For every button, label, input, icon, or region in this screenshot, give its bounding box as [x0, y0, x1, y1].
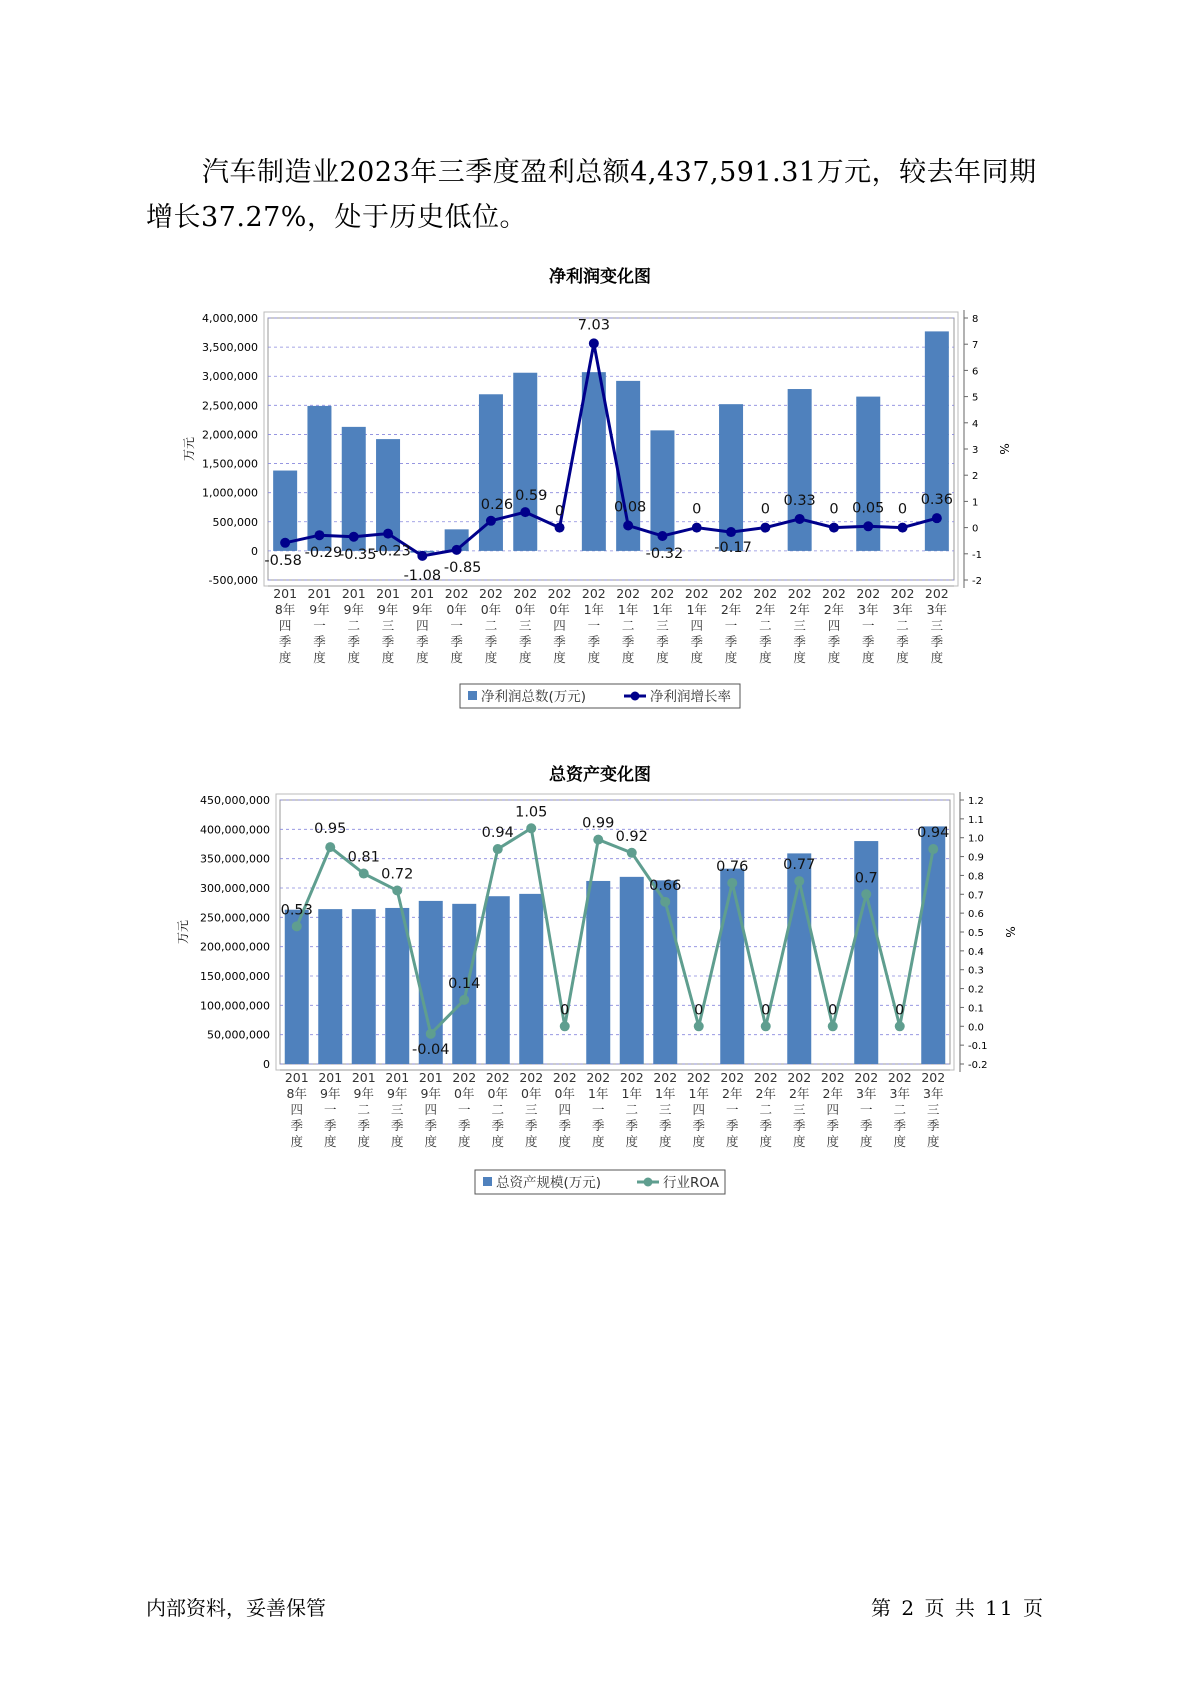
total-assets-x-tick-label: 202 3年三季度 — [921, 1070, 946, 1149]
total-assets-y-tick-label: 450,000,000 — [200, 794, 270, 807]
total-assets-line-point — [727, 878, 737, 888]
net-profit-line-point — [349, 532, 359, 542]
net-profit-y2-tick-label: 0 — [972, 523, 979, 535]
total-assets-y-tick-label: 50,000,000 — [207, 1028, 270, 1042]
net-profit-y2-tick-label: -1 — [972, 549, 982, 561]
total-assets-line-point — [928, 844, 938, 854]
total-assets-legend-bar-swatch — [483, 1177, 492, 1186]
total-assets-bar — [419, 901, 443, 1064]
total-assets-data-label: 0.77 — [783, 857, 816, 874]
net-profit-data-label: -1.08 — [403, 567, 442, 584]
net-profit-x-tick-label: 202 1年三季度 — [650, 586, 675, 665]
total-assets-data-label: 0.94 — [481, 825, 514, 842]
total-assets-y2-tick-label: 0.1 — [968, 1003, 984, 1015]
net-profit-y-tick-label: 1,000,000 — [202, 486, 258, 500]
total-assets-y2-tick-label: -0.2 — [968, 1060, 988, 1071]
total-assets-chart-title: 总资产变化图 — [549, 765, 651, 785]
total-assets-y-tick-label: 100,000,000 — [200, 999, 270, 1013]
net-profit-y-tick-label: 3,000,000 — [202, 370, 258, 384]
net-profit-legend — [460, 684, 740, 708]
total-assets-legend — [475, 1170, 725, 1194]
net-profit-x-tick-label: 202 3年一季度 — [856, 586, 881, 665]
total-assets-y2-tick-label: 0.7 — [968, 890, 984, 902]
total-assets-y2-tick-label: 1.1 — [968, 814, 984, 826]
net-profit-data-label: -0.85 — [443, 559, 482, 576]
net-profit-data-label: 7.03 — [577, 317, 610, 334]
total-assets-x-tick-label: 202 2年二季度 — [753, 1070, 778, 1149]
total-assets-x-tick-label: 202 2年四季度 — [820, 1070, 845, 1149]
net-profit-line-point — [555, 523, 565, 533]
net-profit-data-label: -0.23 — [373, 543, 411, 560]
net-profit-bar — [513, 373, 537, 551]
total-assets-y-tick-label: 300,000,000 — [200, 882, 270, 895]
total-assets-line-point — [493, 844, 503, 854]
total-assets-data-label: 1.05 — [515, 804, 548, 821]
total-assets-bar — [720, 869, 744, 1064]
net-profit-line-point — [589, 338, 599, 348]
total-assets-y2-tick-label: 0.6 — [968, 909, 984, 921]
total-assets-x-tick-label: 201 9年三季度 — [385, 1070, 410, 1149]
total-assets-bar — [285, 910, 309, 1064]
total-assets-bar — [620, 877, 644, 1064]
total-assets-y2-axis-label: % — [1003, 926, 1017, 938]
net-profit-data-label: 0 — [760, 501, 770, 518]
total-assets-y2-tick-label: 0.4 — [968, 946, 984, 958]
net-profit-x-tick-label: 202 0年一季度 — [444, 586, 469, 665]
net-profit-y-tick-label: 3,500,000 — [202, 341, 258, 355]
total-assets-data-label: 0 — [694, 1002, 704, 1019]
total-assets-line-point — [761, 1021, 771, 1031]
summary-paragraph: 汽车制造业2023年三季度盈利总额4,437,591.31万元，较去年同期增长37.27%，处于历史低位。 — [146, 157, 1037, 233]
net-profit-data-label: -0.58 — [264, 552, 302, 569]
net-profit-bar — [307, 406, 331, 551]
total-assets-x-tick-label: 202 1年二季度 — [619, 1070, 644, 1149]
total-assets-bar — [519, 894, 543, 1064]
total-assets-x-tick-label: 202 2年三季度 — [787, 1070, 812, 1149]
total-assets-y2-tick-label: 0.2 — [968, 984, 984, 996]
net-profit-y-tick-label: 2,500,000 — [202, 399, 258, 413]
net-profit-x-tick-label: 202 2年一季度 — [719, 586, 743, 665]
footer-confidential-note: 内部资料，妥善保管 — [146, 1596, 326, 1620]
total-assets-y-tick-label: 0 — [263, 1058, 270, 1071]
net-profit-y-tick-label: -500,000 — [208, 574, 258, 587]
net-profit-line-point — [383, 529, 393, 539]
total-assets-y-axis-label: 万元 — [176, 919, 190, 945]
net-profit-y-tick-label: 1,500,000 — [202, 457, 258, 471]
net-profit-bar — [582, 372, 606, 551]
total-assets-y2-tick-label: 0.3 — [968, 965, 984, 977]
total-assets-y-tick-label: 250,000,000 — [200, 911, 270, 925]
total-assets-legend-bar-label: 总资产规模(万元) — [496, 1175, 602, 1191]
net-profit-data-label: 0 — [554, 503, 565, 520]
net-profit-y2-tick-label: 3 — [972, 445, 979, 456]
net-profit-data-label: 0.26 — [480, 496, 514, 513]
total-assets-x-tick-label: 202 0年一季度 — [452, 1070, 477, 1149]
net-profit-line-point — [932, 513, 942, 523]
net-profit-legend-bar-swatch — [468, 691, 477, 700]
net-profit-x-tick-label: 202 0年二季度 — [479, 586, 503, 665]
total-assets-x-tick-label: 202 0年二季度 — [485, 1070, 510, 1149]
net-profit-line-point — [863, 521, 873, 531]
net-profit-data-label: 0.33 — [783, 492, 816, 509]
total-assets-x-tick-label: 202 0年四季度 — [552, 1070, 577, 1149]
net-profit-data-label: -0.32 — [645, 545, 684, 562]
total-assets-y2-tick-label: 0.5 — [968, 928, 984, 939]
total-assets-line-point — [526, 823, 536, 833]
net-profit-x-tick-label: 202 1年四季度 — [684, 586, 709, 665]
total-assets-line-point — [560, 1021, 570, 1031]
net-profit-x-tick-label: 202 1年二季度 — [616, 586, 641, 665]
net-profit-bar — [788, 389, 812, 551]
net-profit-y-axis-label: 万元 — [182, 436, 196, 462]
total-assets-data-label: 0.94 — [917, 825, 950, 842]
net-profit-line-point — [417, 551, 427, 561]
total-assets-line-point — [392, 886, 402, 896]
total-assets-y-tick-label: 400,000,000 — [200, 823, 270, 837]
total-assets-data-label: 0 — [828, 1002, 838, 1019]
total-assets-x-tick-label: 202 0年三季度 — [519, 1070, 544, 1149]
net-profit-data-label: 0.36 — [920, 492, 953, 509]
total-assets-data-label: 0.92 — [615, 828, 648, 845]
total-assets-legend-line-label: 行业ROA — [663, 1175, 720, 1191]
net-profit-x-tick-label: 202 3年二季度 — [890, 586, 915, 665]
net-profit-y2-axis-label: % — [997, 443, 1011, 455]
net-profit-x-tick-label: 202 0年四季度 — [547, 586, 572, 665]
total-assets-x-tick-label: 201 9年一季度 — [318, 1070, 343, 1149]
net-profit-legend-bar-label: 净利润总数(万元) — [481, 689, 587, 705]
total-assets-data-label: 0.7 — [854, 870, 878, 887]
net-profit-line-point — [898, 523, 908, 533]
total-assets-line-point — [660, 897, 670, 907]
total-assets-line-point — [895, 1021, 905, 1031]
net-profit-x-tick-label: 201 9年四季度 — [410, 586, 435, 665]
total-assets-y2-tick-label: -0.1 — [968, 1041, 988, 1053]
total-assets-line-point — [459, 995, 469, 1005]
total-assets-line-point — [828, 1021, 838, 1031]
total-assets-data-label: 0 — [560, 1002, 570, 1019]
net-profit-outer-frame — [264, 312, 958, 586]
total-assets-x-tick-label: 201 9年四季度 — [418, 1070, 443, 1149]
net-profit-x-tick-label: 201 9年一季度 — [307, 586, 332, 665]
total-assets-bar — [653, 880, 677, 1064]
net-profit-line-point — [726, 527, 736, 537]
net-profit-data-label: -0.29 — [304, 545, 343, 562]
net-profit-data-label: 0 — [692, 501, 702, 518]
net-profit-y2-tick-label: 6 — [972, 366, 979, 378]
total-assets-data-label: 0.95 — [314, 821, 347, 838]
total-assets-y2-tick-label: 0.0 — [968, 1022, 984, 1034]
net-profit-data-label: 0 — [829, 501, 839, 518]
total-assets-x-tick-label: 202 1年一季度 — [586, 1070, 611, 1149]
total-assets-line-point — [627, 848, 637, 858]
net-profit-x-tick-label: 202 3年三季度 — [924, 586, 949, 665]
net-profit-y2-tick-label: 4 — [972, 418, 979, 430]
total-assets-bar — [921, 826, 945, 1064]
net-profit-data-label: -0.35 — [338, 546, 377, 563]
total-assets-y2-tick-label: 0.8 — [968, 871, 984, 883]
total-assets-line-point — [325, 842, 335, 852]
total-assets-bar — [352, 909, 376, 1064]
total-assets-x-tick-label: 201 8年四季度 — [284, 1070, 309, 1149]
net-profit-data-label: 0.08 — [614, 499, 647, 516]
net-profit-x-tick-label: 202 2年二季度 — [753, 586, 778, 665]
net-profit-y2-tick-label: -2 — [972, 576, 982, 587]
net-profit-plot-frame — [268, 318, 954, 580]
total-assets-y-tick-label: 150,000,000 — [200, 970, 270, 983]
net-profit-x-tick-label: 202 1年一季度 — [581, 586, 606, 665]
total-assets-data-label: -0.04 — [411, 1041, 450, 1058]
total-assets-y2-tick-label: 1.2 — [968, 796, 984, 807]
net-profit-y-tick-label: 0 — [251, 544, 258, 558]
total-assets-x-tick-label: 202 1年三季度 — [653, 1070, 678, 1149]
net-profit-x-tick-label: 201 9年三季度 — [376, 586, 400, 665]
net-profit-data-label: 0 — [897, 501, 908, 518]
net-profit-y2-tick-label: 5 — [972, 392, 979, 404]
net-profit-x-tick-label: 201 8年四季度 — [273, 586, 298, 665]
total-assets-data-label: 0.81 — [347, 849, 380, 866]
total-assets-data-label: 0.66 — [649, 877, 682, 894]
net-profit-legend-line-label: 净利润增长率 — [650, 689, 731, 705]
net-profit-data-label: 0.59 — [515, 488, 548, 505]
net-profit-y2-tick-label: 7 — [972, 340, 979, 352]
net-profit-y-tick-label: 500,000 — [212, 515, 258, 529]
net-profit-chart-title: 净利润变化图 — [549, 267, 651, 287]
total-assets-bar — [486, 896, 510, 1064]
net-profit-data-label: -0.17 — [714, 540, 752, 557]
net-profit-line-point — [280, 538, 290, 548]
total-assets-data-label: 0 — [895, 1002, 905, 1019]
net-profit-line-point — [486, 516, 496, 526]
net-profit-y-tick-label: 2,000,000 — [202, 428, 258, 442]
net-profit-y2-tick-label: 2 — [972, 471, 979, 483]
net-profit-line-point — [314, 530, 324, 540]
net-profit-line-point — [795, 514, 805, 524]
total-assets-line-point — [861, 889, 871, 899]
total-assets-y-tick-label: 350,000,000 — [200, 852, 270, 866]
net-profit-y2-tick-label: 8 — [972, 314, 979, 325]
net-profit-line-point — [452, 545, 462, 555]
net-profit-line-point — [657, 531, 667, 541]
total-assets-x-tick-label: 202 2年一季度 — [720, 1070, 745, 1149]
total-assets-line-point — [794, 876, 804, 886]
total-assets-line-point — [694, 1021, 704, 1031]
total-assets-data-label: 0 — [761, 1002, 771, 1019]
net-profit-line-point — [692, 523, 702, 533]
total-assets-line-point — [593, 835, 603, 845]
net-profit-line-point — [520, 507, 530, 517]
total-assets-x-tick-label: 202 3年一季度 — [854, 1070, 879, 1149]
total-assets-line-point — [426, 1029, 436, 1039]
net-profit-line-point — [829, 523, 839, 533]
footer-page-number: 第 2 页 共 11 页 — [871, 1596, 1045, 1620]
total-assets-y2-tick-label: 0.9 — [968, 852, 984, 864]
total-assets-data-label: 0.14 — [448, 975, 481, 992]
net-profit-y-tick-label: 4,000,000 — [202, 312, 258, 325]
total-assets-x-tick-label: 202 3年二季度 — [887, 1070, 912, 1149]
net-profit-x-tick-label: 202 2年四季度 — [822, 586, 846, 665]
net-profit-line-point — [760, 523, 770, 533]
total-assets-line-point — [292, 921, 302, 931]
net-profit-data-label: 0.05 — [852, 500, 885, 517]
net-profit-line-point — [623, 521, 633, 531]
total-assets-bar — [586, 881, 610, 1064]
total-assets-y-tick-label: 200,000,000 — [200, 940, 270, 954]
total-assets-y2-tick-label: 1.0 — [968, 833, 984, 845]
total-assets-x-tick-label: 201 9年二季度 — [351, 1070, 376, 1149]
total-assets-data-label: 0.76 — [716, 858, 749, 875]
net-profit-chart — [0, 260, 1191, 720]
net-profit-x-tick-label: 202 0年三季度 — [513, 586, 538, 665]
net-profit-x-tick-label: 201 9年二季度 — [341, 586, 366, 665]
total-assets-bar — [318, 909, 342, 1064]
total-assets-data-label: 0.72 — [381, 866, 414, 883]
total-assets-line-point — [359, 869, 369, 879]
net-profit-x-tick-label: 202 2年三季度 — [787, 586, 812, 665]
total-assets-chart — [0, 758, 1191, 1218]
net-profit-y2-tick-label: 1 — [972, 497, 979, 509]
total-assets-x-tick-label: 202 1年四季度 — [686, 1070, 711, 1149]
total-assets-data-label: 0.53 — [280, 902, 313, 919]
total-assets-data-label: 0.99 — [582, 815, 615, 832]
